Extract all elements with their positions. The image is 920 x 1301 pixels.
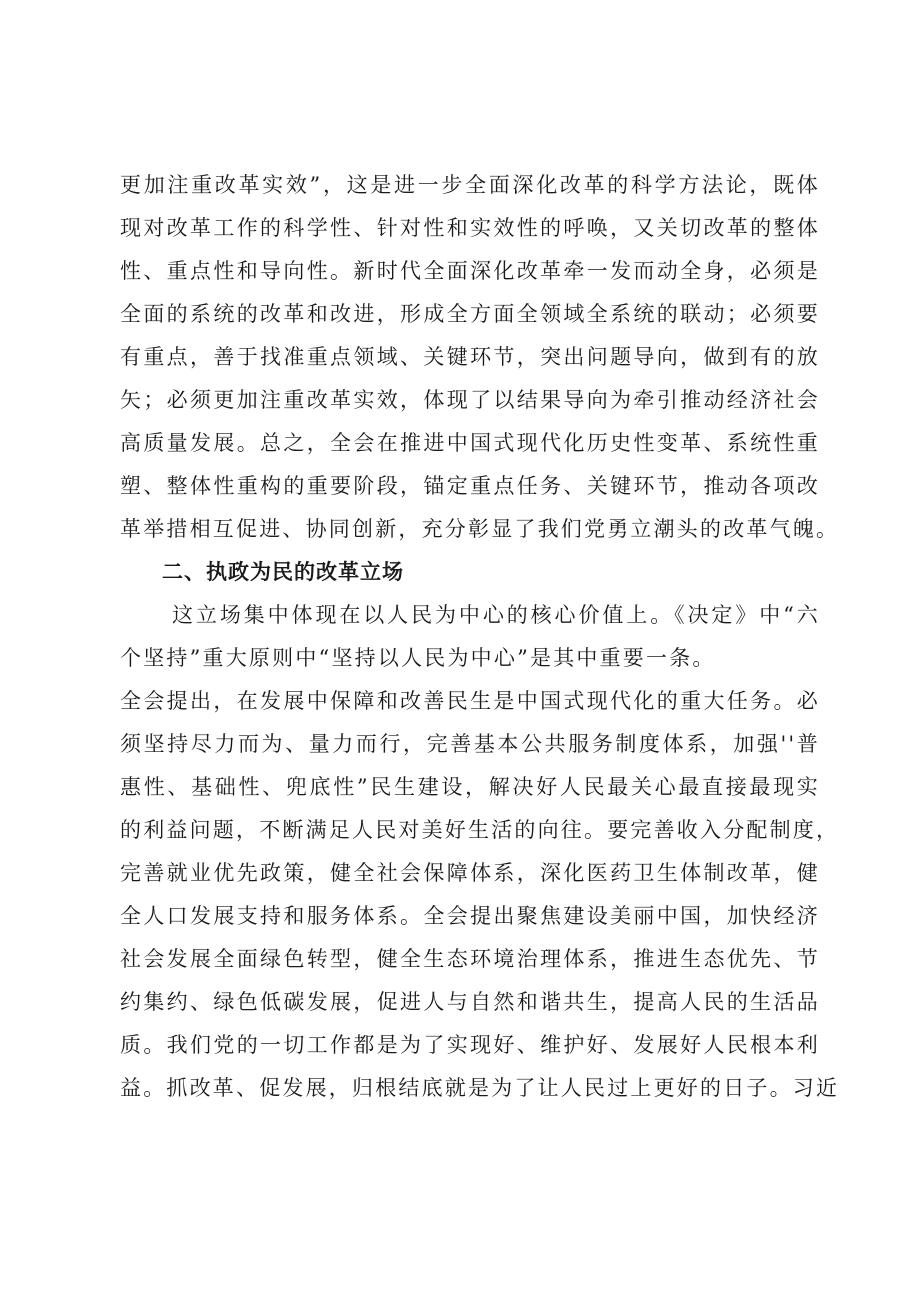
text-line: 全人口发展支持和服务体系。全会提出聚焦建设美丽中国，加快经济 <box>120 904 820 928</box>
text-line: 全会提出，在发展中保障和改善民生是中国式现代化的重大任务。必 <box>120 689 820 713</box>
section-2-intro-paragraph <box>120 594 820 680</box>
text-line: 这立场集中体现在以人民为中心的核心价值上。《决定》中“六 <box>172 603 820 627</box>
text-line: 高质量发展。总之，全会在推进中国式现代化历史性变革、系统性重 <box>120 431 820 455</box>
text-line: 革举措相互促进、协同创新，充分彰显了我们党勇立潮头的改革气魄。 <box>120 517 840 541</box>
text-line: 矢；必须更加注重改革实效，体现了以结果导向为牵引推动经济社会 <box>120 388 820 412</box>
section-2-body-paragraph <box>120 680 840 1110</box>
text-line: 性、重点性和导向性。新时代全面深化改革牵一发而动全身，必须是 <box>120 259 820 283</box>
text-line: 现对改革工作的科学性、针对性和实效性的呼唤，又关切改革的整体 <box>120 216 820 240</box>
text-line: 须坚持尽力而为、量力而行，完善基本公共服务制度体系，加强''普 <box>120 732 820 756</box>
document-body <box>120 164 840 1110</box>
text-line: 社会发展全面绿色转型，健全生态环境治理体系，推进生态优先、节 <box>120 947 820 971</box>
text-line: 全面的系统的改革和改进，形成全方面全领域全系统的联动；必须要 <box>120 302 820 326</box>
section-1-paragraph <box>120 164 840 551</box>
text-line: 惠性、基础性、兜底性”民生建设，解决好人民最关心最直接最现实 <box>120 775 820 799</box>
text-line: 约集约、绿色低碳发展，促进人与自然和谐共生，提高人民的生活品 <box>120 990 820 1014</box>
text-line: 塑、整体性重构的重要阶段，锚定重点任务、关键环节，推动各项改 <box>120 474 820 498</box>
text-line: 个坚持”重大原则中“坚持以人民为中心”是其中重要一条。 <box>120 646 716 670</box>
text-line: 益。抓改革、促发展，归根结底就是为了让人民过上更好的日子。习近 <box>120 1076 840 1100</box>
text-line: 有重点，善于找准重点领域、关键环节，突出问题导向，做到有的放 <box>120 345 820 369</box>
text-line: 的利益问题，不断满足人民对美好生活的向往。要完善收入分配制度， <box>120 818 840 842</box>
text-line: 更加注重改革实效”，这是进一步全面深化改革的科学方法论，既体 <box>120 173 820 197</box>
section-2-heading: 二、执政为民的改革立场 <box>162 560 404 584</box>
text-line: 质。我们党的一切工作都是为了实现好、维护好、发展好人民根本利 <box>120 1033 820 1057</box>
text-line: 完善就业优先政策，健全社会保障体系，深化医药卫生体制改革，健 <box>120 861 820 885</box>
